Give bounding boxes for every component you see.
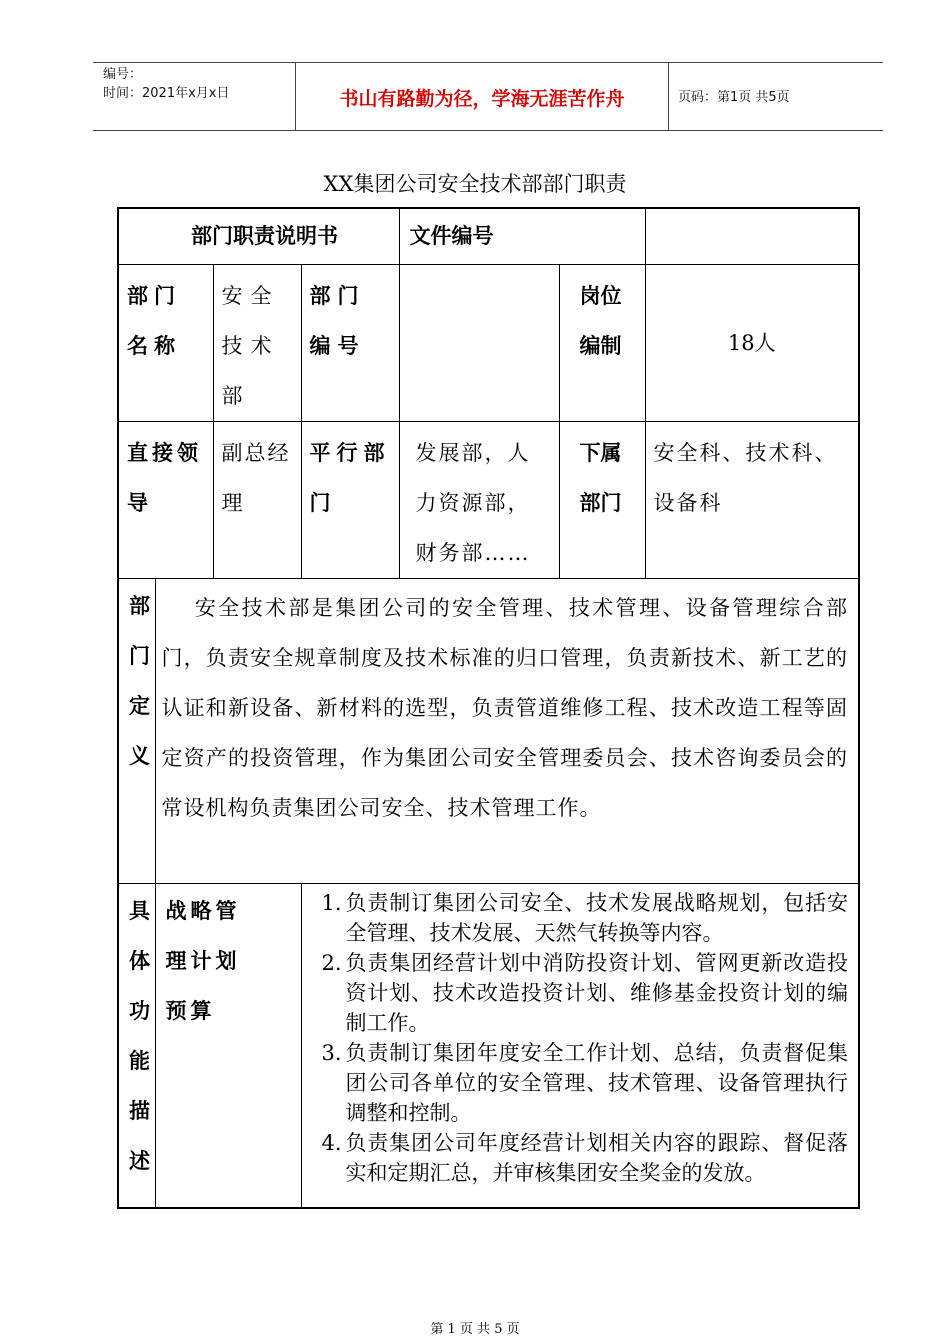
staffing-value: 18人: [727, 330, 776, 355]
definition-text-cell: [155, 578, 859, 883]
spec-label: 部门职责说明书: [191, 223, 338, 249]
dept-no-value-cell: [399, 264, 559, 421]
duty-num: 1.: [321, 890, 342, 915]
sub-value-cell: [645, 421, 859, 578]
duty-num: 4.: [321, 1130, 342, 1155]
definition-label: 部门定义: [129, 592, 150, 768]
page-info: 页码：第1页 共5页: [678, 90, 790, 105]
page-footer: 第 1 页 共 5 页: [430, 1322, 520, 1337]
leader-value-cell: [213, 421, 301, 578]
duty-item: [302, 1128, 849, 1188]
dept-name-label-cell: [118, 264, 213, 421]
leader-label: 直接领导: [127, 439, 202, 515]
duty-text: 负责集团经营计划中消防投资计划、管网更新改造投资计划、技术改造投资计划、维修基金投资计划的编制工作。: [345, 950, 848, 1035]
staffing-label-cell: [559, 264, 645, 421]
leader-label-cell: [118, 421, 213, 578]
dept-no-label: 部门编号: [309, 282, 366, 358]
functions-label: 具体功能描述: [129, 897, 150, 1173]
sub-label: 下属部门: [579, 439, 622, 515]
functions-category: 战略管理计划预算: [165, 897, 241, 1023]
dept-no-label-cell: [301, 264, 399, 421]
spec-cell: [118, 208, 399, 264]
time-label: 时间：2021年x月x日: [103, 86, 230, 101]
parallel-value-cell: [399, 421, 559, 578]
header-divider-2: [668, 62, 669, 130]
document-title: XX集团公司安全技术部部门职责: [323, 172, 627, 196]
definition-label-cell: [118, 578, 155, 883]
sub-label-cell: [559, 421, 645, 578]
file-no-label-cell: [399, 208, 645, 264]
sub-value: 安全科、技术科、设备科: [653, 440, 838, 515]
header-top-rule: [93, 62, 883, 63]
duty-table: [117, 207, 860, 1209]
duty-item: [302, 1038, 849, 1128]
parallel-label-cell: [301, 421, 399, 578]
functions-list-cell: [301, 883, 859, 1208]
dept-name-value: 安全技术部: [221, 283, 280, 408]
header-bottom-rule: [93, 130, 883, 131]
functions-label-cell: [118, 883, 155, 1208]
duty-num: 2.: [321, 950, 342, 975]
dept-name-label: 部门名称: [127, 282, 181, 358]
duties-list: [302, 888, 859, 1188]
duty-text: 负责制订集团公司安全、技术发展战略规划，包括安全管理、技术发展、天然气转换等内容。: [345, 890, 848, 945]
duty-text: 负责集团公司年度经营计划相关内容的跟踪、督促落实和定期汇总，并审核集团安全奖金的发放。: [345, 1130, 848, 1185]
parallel-value: 发展部，人力资源部，财务部……: [415, 440, 531, 565]
duty-item: [302, 948, 849, 1038]
duty-num: 3.: [321, 1040, 342, 1065]
duty-text: 负责制订集团年度安全工作计划、总结，负责督促集团公司各单位的安全管理、技术管理、设备管理执行调整和控制。: [345, 1040, 848, 1125]
parallel-label: 平行部门: [309, 439, 391, 515]
leader-value: 副总经理: [221, 440, 291, 515]
file-no-label: 文件编号: [409, 223, 494, 249]
duty-item: [302, 888, 849, 948]
functions-category-cell: [155, 883, 301, 1208]
staffing-value-cell: [645, 264, 859, 421]
staffing-label: 岗位编制: [579, 282, 622, 358]
file-no-value-cell: [645, 208, 859, 264]
dept-name-value-cell: [213, 264, 301, 421]
header-motto: 书山有路勤为径，学海无涯苦作舟: [339, 88, 625, 110]
definition-text: 安全技术部是集团公司的安全管理、技术管理、设备管理综合部门，负责安全规章制度及技术标准的归口管理，负责新技术、新工艺的认证和新设备、新材料的选型，负责管道维修工程、技术改造工程等固定资产的投资管理，作为集团公司安全管理委员会、技术咨询委员会的常设机构负责集团公司安全、技术管理工作。: [161, 595, 848, 820]
serial-label: 编号：: [103, 67, 143, 82]
